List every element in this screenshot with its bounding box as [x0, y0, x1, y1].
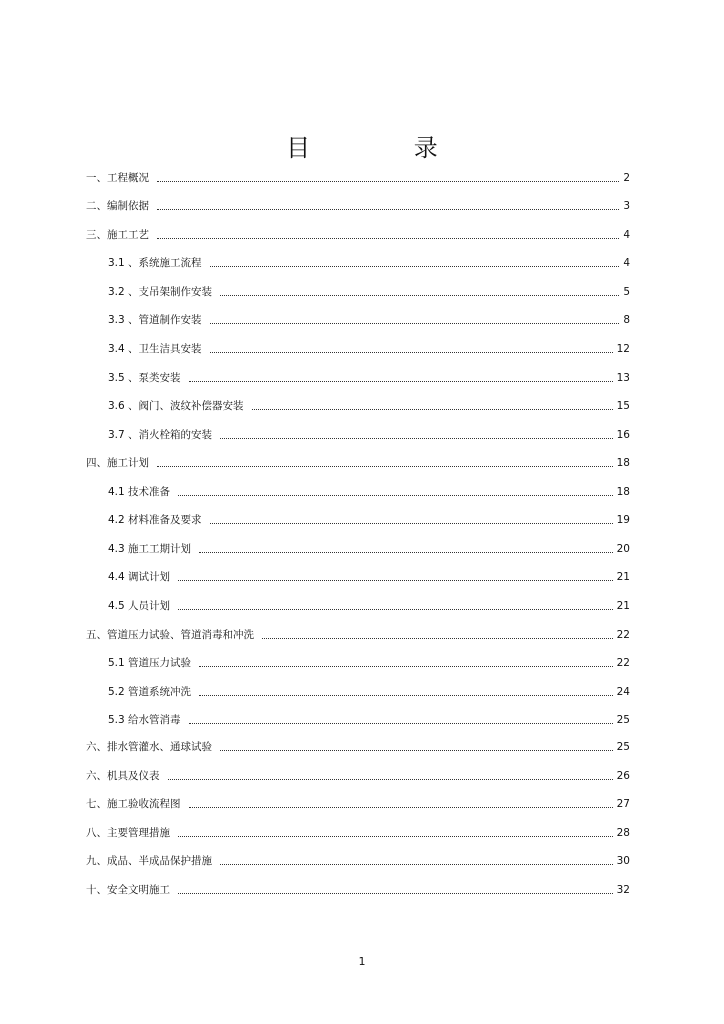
toc-entry-label: 4.4 调试计划: [108, 571, 171, 583]
dot-leader: [178, 495, 613, 496]
toc-entry-page: 5: [623, 286, 630, 298]
dot-leader: [157, 209, 619, 210]
toc-entry-5-1[interactable]: [108, 656, 630, 670]
toc-entry-label: 三、施工工艺: [86, 229, 149, 241]
toc-entry-page: 19: [616, 514, 630, 526]
dot-leader: [157, 181, 619, 182]
toc-entry-3-7[interactable]: [108, 428, 630, 442]
toc-entry-label: 3.3 、管道制作安装: [108, 314, 202, 326]
toc-entry-4[interactable]: [86, 456, 630, 470]
dot-leader: [189, 723, 613, 724]
toc-entry-page: 16: [616, 429, 630, 441]
toc-entry-page: 4: [623, 257, 630, 269]
toc-entry-2[interactable]: [86, 199, 630, 213]
toc-entry-page: 18: [616, 457, 630, 469]
toc-entry-page: 22: [616, 629, 630, 641]
dot-leader: [220, 750, 613, 751]
dot-leader: [210, 323, 620, 324]
dot-leader: [189, 807, 613, 808]
toc-entry-page: 26: [616, 770, 630, 782]
toc-entry-label: 3.6 、阀门、波纹补偿器安装: [108, 400, 244, 412]
toc-entry-page: 13: [616, 372, 630, 384]
toc-entry-page: 25: [616, 741, 630, 753]
toc-entry-9[interactable]: [86, 854, 630, 868]
toc-entry-page: 30: [616, 855, 630, 867]
toc-entry-label: 四、施工计划: [86, 457, 149, 469]
toc-entry-1[interactable]: [86, 171, 630, 185]
toc-entry-4-3[interactable]: [108, 542, 630, 556]
toc-entry-4-1[interactable]: [108, 485, 630, 499]
dot-leader: [220, 438, 613, 439]
toc-entry-label: 4.5 人员计划: [108, 600, 171, 612]
toc-entry-page: 21: [616, 600, 630, 612]
toc-entry-label: 五、管道压力试验、管道消毒和冲洗: [86, 629, 254, 641]
dot-leader: [168, 779, 613, 780]
toc-entry-3-6[interactable]: [108, 399, 630, 413]
toc-entry-label: 八、主要管理措施: [86, 827, 170, 839]
toc-entry-label: 六、排水管灌水、通球试验: [86, 741, 212, 753]
dot-leader: [178, 580, 613, 581]
toc-entry-10[interactable]: [86, 883, 630, 897]
dot-leader: [157, 238, 619, 239]
toc-entry-page: 24: [616, 686, 630, 698]
toc-entry-page: 22: [616, 657, 630, 669]
dot-leader: [220, 295, 619, 296]
dot-leader: [178, 836, 613, 837]
toc-entry-5-3[interactable]: [108, 713, 630, 727]
toc-entry-4-2[interactable]: [108, 513, 630, 527]
toc-entry-label: 3.4 、卫生洁具安装: [108, 343, 202, 355]
dot-leader: [199, 695, 613, 696]
dot-leader: [189, 381, 613, 382]
toc-entry-label: 5.2 管道系统冲洗: [108, 686, 192, 698]
toc-entry-3-2[interactable]: [108, 285, 630, 299]
toc-entry-label: 二、编制依据: [86, 200, 149, 212]
toc-entry-8[interactable]: [86, 826, 630, 840]
dot-leader: [210, 352, 613, 353]
toc-entry-page: 2: [623, 172, 630, 184]
toc-entry-label: 3.7 、消火栓箱的安装: [108, 429, 213, 441]
toc-entry-label: 5.1 管道压力试验: [108, 657, 192, 669]
dot-leader: [210, 523, 613, 524]
dot-leader: [210, 266, 620, 267]
dot-leader: [199, 552, 613, 553]
toc-entry-label: 七、施工验收流程图: [86, 798, 181, 810]
dot-leader: [199, 666, 613, 667]
toc-entry-page: 3: [623, 200, 630, 212]
toc-entry-5[interactable]: [86, 628, 630, 642]
toc-entry-4-5[interactable]: [108, 599, 630, 613]
toc-entry-page: 21: [616, 571, 630, 583]
toc-entry-3[interactable]: [86, 228, 630, 242]
toc-entry-page: 18: [616, 486, 630, 498]
toc-entry-label: 一、工程概况: [86, 172, 149, 184]
dot-leader: [178, 893, 613, 894]
toc-entry-label: 5.3 给水管消毒: [108, 714, 181, 726]
toc-entry-label: 3.1 、系统施工流程: [108, 257, 202, 269]
toc-entry-3-5[interactable]: [108, 371, 630, 385]
toc-entry-page: 4: [623, 229, 630, 241]
toc-entry-page: 8: [623, 314, 630, 326]
toc-entry-label: 3.5 、泵类安装: [108, 372, 181, 384]
toc-title: 目 录: [286, 134, 486, 162]
toc-entry-label: 3.2 、支吊架制作安装: [108, 286, 213, 298]
toc-entry-5-2[interactable]: [108, 685, 630, 699]
toc-entry-label: 4.1 技术准备: [108, 486, 171, 498]
toc-entry-label: 十、安全文明施工: [86, 884, 170, 896]
dot-leader: [262, 638, 613, 639]
toc-entry-page: 25: [616, 714, 630, 726]
toc-entry-3-3[interactable]: [108, 313, 630, 327]
toc-entry-6b[interactable]: [86, 769, 630, 783]
dot-leader: [178, 609, 613, 610]
toc-entry-4-4[interactable]: [108, 570, 630, 584]
toc-entry-3-1[interactable]: [108, 256, 630, 270]
toc-entry-label: 九、成品、半成品保护措施: [86, 855, 212, 867]
toc-entry-page: 32: [616, 884, 630, 896]
toc-entry-6a[interactable]: [86, 740, 630, 754]
dot-leader: [220, 864, 613, 865]
toc-entry-page: 20: [616, 543, 630, 555]
dot-leader: [252, 409, 613, 410]
toc-entry-label: 六、机具及仪表: [86, 770, 160, 782]
toc-entry-label: 4.3 施工工期计划: [108, 543, 192, 555]
toc-entry-page: 15: [616, 400, 630, 412]
dot-leader: [157, 466, 613, 467]
toc-entry-7[interactable]: [86, 797, 630, 811]
toc-entry-page: 12: [616, 343, 630, 355]
page-number: 1: [358, 955, 366, 968]
toc-entry-label: 4.2 材料准备及要求: [108, 514, 202, 526]
toc-entry-page: 27: [616, 798, 630, 810]
toc-entry-3-4[interactable]: [108, 342, 630, 356]
toc-entry-page: 28: [616, 827, 630, 839]
